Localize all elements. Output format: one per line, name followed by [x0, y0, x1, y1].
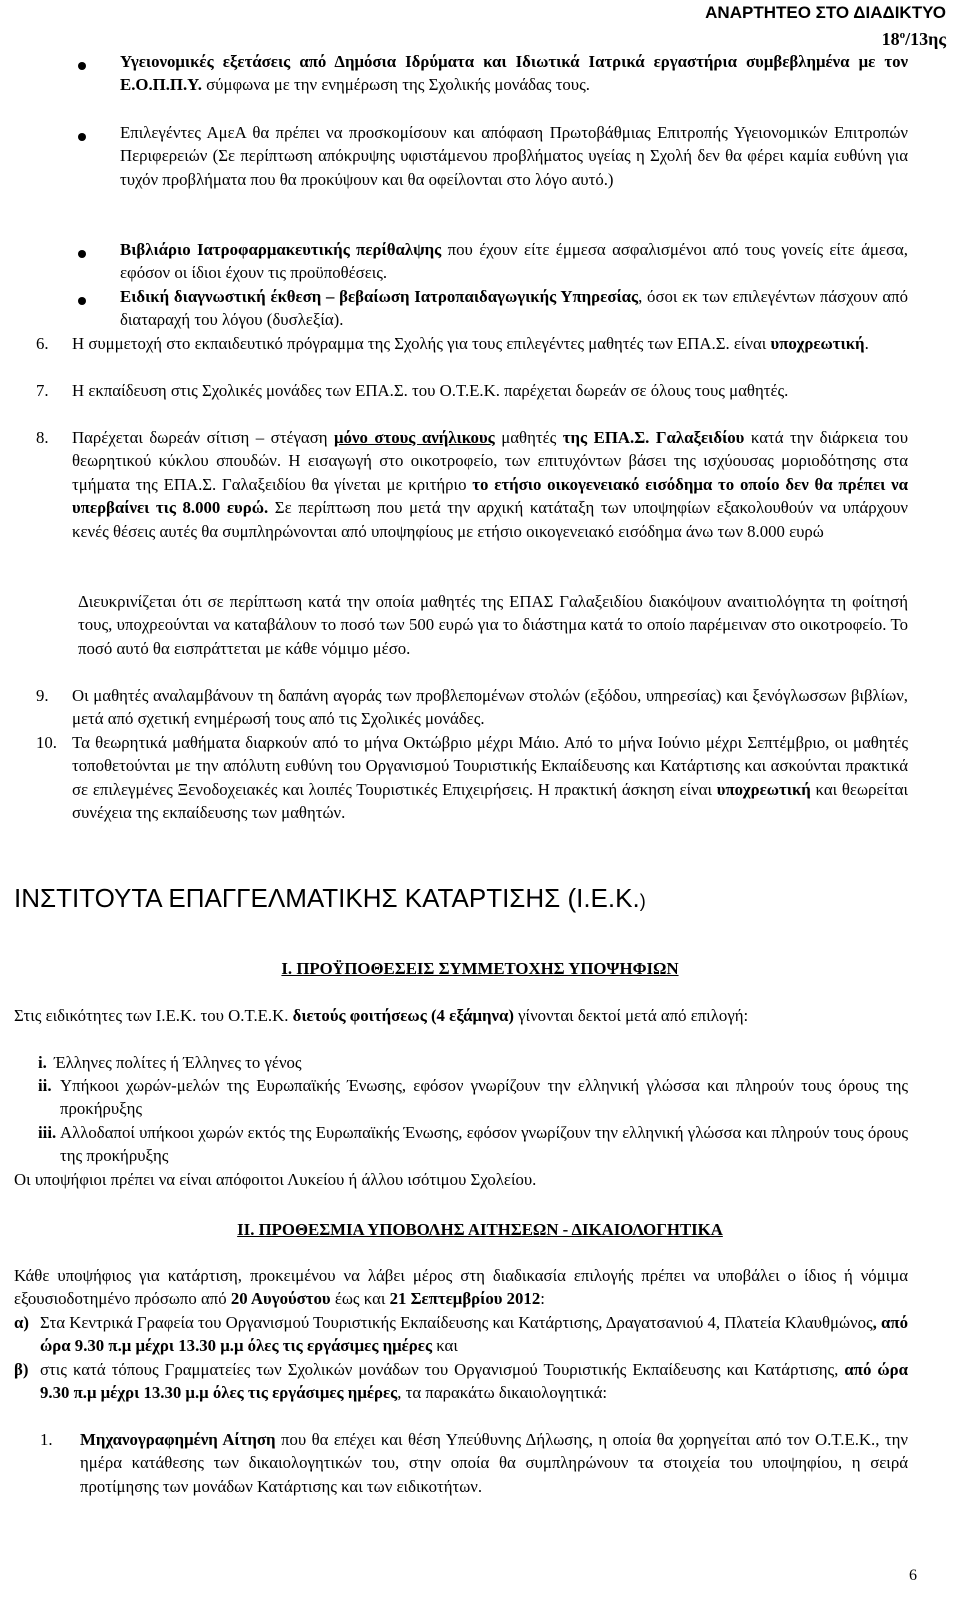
- item-10: Τα θεωρητικά μαθήματα διαρκούν από το μήνα Οκτώβριο μέχρι Μάιο. Από το μήνα Ιούνιο μέχρι Σεπτέμβριο, οι μαθητές τοποθετούνται με την απόλυτη ευθύνη του Οργανισμού Τουριστικής Εκπαίδευσης και Κατάρτισης και ασκούνται πρακτικά σε επιλεγμένες Ξενοδοχειακές και λοιπές Τουριστικές Επιχειρήσεις. Η πρακτική άσκηση είναι υποχρεωτική και θεωρείται συνέχεια της εκπαίδευσης των μαθητών.: [72, 733, 908, 823]
- bullet-diagnostic-report: Ειδική διαγνωστική έκθεση – βεβαίωση Ιατροπαιδαγωγικής Υπηρεσίας, όσοι εκ των επιλεγέντων πάσχουν από διαταραχή του λόγου (δυσλεξία).: [120, 287, 908, 330]
- item-number: 8.: [36, 428, 49, 447]
- eligibility-graduation: Οι υποψήφιοι πρέπει να είναι απόφοιτοι Λυκείου ή άλλου ισότιμου Σχολείου.: [14, 1170, 537, 1189]
- eligibility-non-eu: Αλλοδαποί υπήκοοι χωρών εκτός της Ευρωπαϊκής Ένωσης, εφόσον γνωρίζουν την ελληνική γλώσσα και πληρούν τους όρους της προκήρυξης: [60, 1123, 908, 1166]
- item-9: Οι μαθητές αναλαμβάνουν τη δαπάνη αγοράς των προβλεπομένων στολών (εξόδου, υπηρεσίας) και ξενόγλωσσων βιβλίων, μετά από σχετική ενημέρωσή τους από τις Σχολικές μονάδες.: [72, 686, 908, 729]
- deadline-paragraph: Κάθε υποψήφιος για κατάρτιση, προκειμένου να λάβει μέρος στη διαδικασία επιλογής πρέπει να υποβάλει ο ίδιος ή νόμιμα εξουσιοδοτημένο πρόσωπο από 20 Αυγούστου έως και 21 Σεπτεμβρίου 2012:: [14, 1266, 908, 1309]
- bullet-health-booklet: Βιβλιάριο Ιατροφαρμακευτικής περίθαλψης που έχουν είτε έμμεσα ασφαλισμένοι από τους γονείς είτε άμεσα, εφόσον οι ίδιοι έχουν τις προϋποθέσεις.: [120, 240, 908, 283]
- header-session: $18^o/13\eta\varsigma$: [881, 29, 946, 49]
- roman-number: i.: [38, 1053, 47, 1072]
- eligibility-greek: Έλληνες πολίτες ή Έλληνες το γένος: [54, 1053, 302, 1072]
- item-number: 9.: [36, 686, 49, 705]
- header-posting-note: ΑΝΑΡΤΗΤΕΟ ΣΤΟ ΔΙΑΔΙΚΤΥΟ: [705, 3, 946, 22]
- section-title: ΙΝΣΤΙΤΟΥΤΑ ΕΠΑΓΓΕΛΜΑΤΙΚΗΣ ΚΑΤΑΡΤΙΣΗΣ (Ι.Ε.Κ.): [14, 883, 646, 913]
- bullet-icon: [78, 133, 86, 141]
- item-number: 7.: [36, 381, 49, 400]
- heading-deadline: ΙΙ. ΠΡΟΘΕΣΜΙΑ ΥΠΟΒΟΛΗΣ ΑΙΤΗΣΕΩΝ - ΔΙΚΑΙΟΛΟΓΗΤΙΚΑ: [237, 1220, 723, 1239]
- bullet-health-exams: Υγειονομικές εξετάσεις από Δημόσια Ιδρύματα και Ιδιωτικά Ιατρικά εργαστήρια συμβεβλημένα με τον Ε.Ο.Π.Π.Υ. σύμφωνα με την ενημέρωση της Σχολικής μονάδας τους.: [120, 52, 908, 95]
- roman-number: ii.: [38, 1076, 52, 1095]
- document-application: Μηχανογραφημένη Αίτηση που θα επέχει και θέση Υπεύθυνης Δήλωσης, η οποία θα χορηγείται από τον Ο.Τ.Ε.Κ., την ημέρα κατάθεσης των δικαιολογητικών του, στην οποία θα συμπληρώνουν τα στοιχεία του υποψηφίου, η σειρά προτίμησης των μονάδων Κατάρτισης και των ειδικοτήτων.: [80, 1430, 908, 1496]
- bullet-icon: [78, 297, 86, 305]
- document-number: 1.: [40, 1430, 53, 1449]
- bullet-disabled-candidates: Επιλεγέντες ΑμεΑ θα πρέπει να προσκομίσουν και απόφαση Πρωτοβάθμιας Επιτροπής Υγειονομικών Επιτροπών Περιφερειών (Σε περίπτωση απόκρυψης υφιστάμενου προβλήματος υγείας η Σχολή δεν θα φέρει καμία ευθύνη για τυχόν προβλήματα που θα προκύψουν και θα οφείλονται στο λόγο αυτό.): [120, 123, 908, 189]
- option-local-secretariats: στις κατά τόπους Γραμματείες των Σχολικών μονάδων του Οργανισμού Τουριστικής Εκπαίδευσης και Κατάρτισης, από ώρα 9.30 π.μ μέχρι 13.30 μ.μ όλες τις εργάσιμες ημέρες, τα παρακάτω δικαιολογητικά:: [40, 1360, 908, 1403]
- heading-eligibility: Ι. ΠΡΟΫΠΟΘΕΣΕΙΣ ΣΥΜΜΕΤΟΧΗΣ ΥΠΟΨΗΦΙΩΝ: [281, 959, 679, 978]
- roman-number: iii.: [38, 1123, 57, 1142]
- item-number: 6.: [36, 334, 49, 353]
- bullet-icon: [78, 250, 86, 258]
- item-7: Η εκπαίδευση στις Σχολικές μονάδες των ΕΠΑ.Σ. του Ο.Τ.Ε.Κ. παρέχεται δωρεάν σε όλους τους μαθητές.: [72, 381, 789, 400]
- eligibility-eu: Υπήκοοι χωρών-μελών της Ευρωπαϊκής Ένωσης, εφόσον γνωρίζουν την ελληνική γλώσσα και πληρούν τους όρους της προκήρυξης: [60, 1076, 908, 1119]
- option-label: α): [14, 1313, 29, 1332]
- item-number: 10.: [36, 733, 57, 752]
- option-central-offices: Στα Κεντρικά Γραφεία του Οργανισμού Τουριστικής Εκπαίδευσης και Κατάρτισης, Δραγατσανιού 4, Πλατεία Κλαυθμώνος, από ώρα 9.30 π.μ μέχρι 13.30 μ.μ όλες τις εργάσιμες ημέρες και: [40, 1313, 908, 1356]
- item-8: Παρέχεται δωρεάν σίτιση – στέγαση μόνο στους ανήλικους μαθητές της ΕΠΑ.Σ. Γαλαξειδίου κατά την διάρκεια του θεωρητικού κύκλου σπουδών. Η εισαγωγή στο οικοτροφείο, των επιτυχόντων βάσει της ισχύουσας μοριοδότησης στα τμήματα της ΕΠΑ.Σ. Γαλαξειδίου θα γίνεται με κριτήριο το ετήσιο οικογενειακό εισόδημα το οποίο δεν θα πρέπει να υπερβαίνει τις 8.000 ευρώ. Σε περίπτωση που μετά την αρχική κατάταξη των υποψηφίων εξακολουθούν να υπάρχουν κενές θέσεις αυτές θα συμπληρώνονται από υποψηφίους με ετήσιο οικογενειακό εισόδημα άνω των 8.000 ευρώ: [72, 428, 909, 541]
- page-number: 6: [909, 1567, 917, 1584]
- bullet-icon: [78, 62, 86, 70]
- item-8-clarification: Διευκρινίζεται ότι σε περίπτωση κατά την οποία μαθητές της ΕΠΑΣ Γαλαξειδίου διακόψουν αναιτιολόγητα τη φοίτησή τους, υποχρεούνται να καταβάλουν το ποσό των 500 ευρώ για το διάστημα κατά το οποίο παρέμειναν στο οικοτροφείο. Το ποσό αυτό θα εισπράττεται με κάθε νόμιμο μέσο.: [78, 592, 908, 658]
- option-label: β): [14, 1360, 29, 1379]
- page-header: [705, 2, 946, 50]
- eligibility-intro: Στις ειδικότητες των Ι.Ε.Κ. του Ο.Τ.Ε.Κ. διετούς φοιτήσεως (4 εξάμηνα) γίνονται δεκτοί μετά από επιλογή:: [14, 1006, 749, 1025]
- item-6: Η συμμετοχή στο εκπαιδευτικό πρόγραμμα της Σχολής για τους επιλεγέντες μαθητές των ΕΠΑ.Σ. είναι υποχρεωτική.: [72, 334, 869, 353]
